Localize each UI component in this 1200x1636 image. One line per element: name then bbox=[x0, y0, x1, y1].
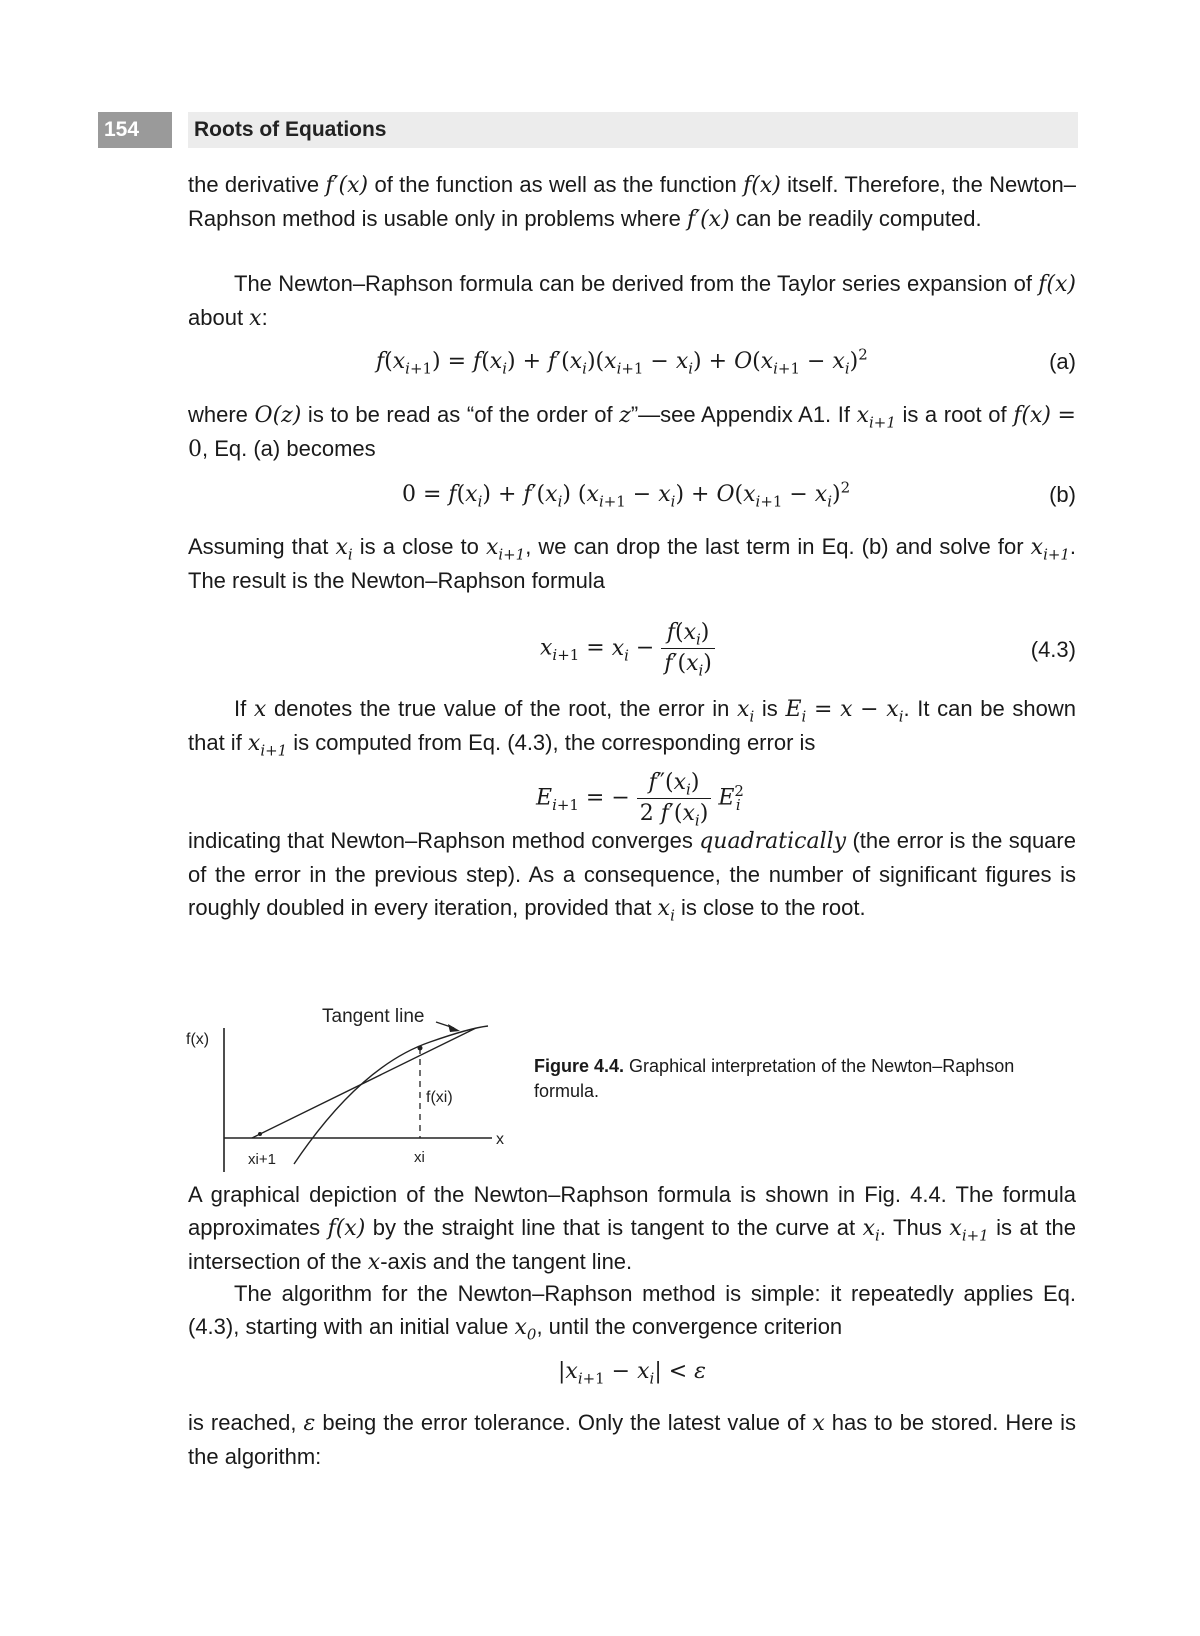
arrowhead bbox=[448, 1024, 460, 1032]
equation-4-3-number: (4.3) bbox=[1030, 637, 1076, 662]
paragraph-1: the derivative f′(x) of the function as well as the function f(x) itself. Therefore, the Newton–Raphson method is usable only in problems where f′(x) can be readily computed. bbox=[188, 172, 1076, 232]
paragraph-6: indicating that Newton–Raphson method converges quadratically (the error is the square of the error in the previous step). As a consequence, the number of significant figures is roughly doubled in every iteration, provided that $x_i$ is close to the root. bbox=[188, 828, 1076, 925]
figure-caption: Figure 4.4. Graphical interpretation of the Newton–Raphson formula. bbox=[534, 1056, 1015, 1101]
equation-error: $E_{i+1}$ = − $\frac{f''(x_i)}{2 f'(x_i)}$ $E^2_i$ bbox=[536, 770, 744, 830]
paragraph-3: where O(z) is to be read as “of the order of z”—see Appendix A1. If $x_{i+1}$ is a root of f(x) = 0, Eq. (a) becomes bbox=[188, 402, 1076, 462]
page-number: 154 bbox=[98, 112, 172, 148]
figure-4-4-diagram bbox=[180, 994, 520, 1184]
paragraph-2: The Newton–Raphson formula can be derived from the Taylor series expansion of f(x) about x: bbox=[188, 271, 1076, 331]
paragraph-8: The algorithm for the Newton–Raphson method is simple: it repeatedly applies Eq. (4.3), starting with an initial value $x_0$, until the convergence criterion bbox=[188, 1281, 1076, 1344]
x-axis-label: x bbox=[496, 1131, 504, 1148]
paragraph-5: If x denotes the true value of the root, the error in $x_i$ is $E_i = x - x_i$. It can be shown that if $x_{i+1}$ is computed from Eq. (4.3), the corresponding error is bbox=[188, 696, 1076, 760]
root-estimate-point bbox=[258, 1132, 262, 1136]
paragraph-7: A graphical depiction of the Newton–Raphson formula is shown in Fig. 4.4. The formula approximates f(x) by the straight line that is tangent to the curve at $x_i$. Thus $x_{i+1}$ is at the intersection of the x-axis and the tangent line. bbox=[188, 1182, 1076, 1275]
tangent-line-label: Tangent line bbox=[322, 1006, 425, 1027]
fxi-label: f(xi) bbox=[426, 1089, 453, 1106]
equation-a: $f(x_{i+1}) = f(x_i) + f'(x_i)(x_{i+1} - x_i) + O(x_{i+1} - x_i)^2$ bbox=[376, 345, 868, 378]
paragraph-9: is reached, ε being the error tolerance. Only the latest value of x has to be stored. Here is the algorithm: bbox=[188, 1410, 1077, 1469]
paragraph-4: Assuming that $x_i$ is a close to $x_{i+1}$, we can drop the last term in Eq. (b) and solve for $x_{i+1}$. The result is the Newton–Raphson formula bbox=[188, 534, 1077, 593]
equation-b-number: (b) bbox=[1049, 482, 1076, 507]
equation-a-number: (a) bbox=[1049, 349, 1076, 374]
y-axis-label: f(x) bbox=[186, 1031, 210, 1048]
function-curve bbox=[294, 1026, 488, 1164]
convergence-criterion: $|x_{i+1} - x_i| < \varepsilon$ bbox=[558, 1359, 706, 1388]
equation-4-3: $x_{i+1} = x_i$ − $\frac{f(x_i)}{f'(x_i)}$ bbox=[540, 618, 715, 679]
tangent-point bbox=[418, 1046, 423, 1051]
running-header-title: Roots of Equations bbox=[194, 118, 387, 141]
tangent-line bbox=[252, 1028, 476, 1138]
equation-b: $0 = f(x_i) + f'(x_i) (x_{i+1} - x_i) + O(x_{i+1} - x_i)^2$ bbox=[402, 478, 851, 511]
xi-label: xi bbox=[414, 1149, 425, 1166]
xi1-label: xi+1 bbox=[248, 1151, 276, 1168]
